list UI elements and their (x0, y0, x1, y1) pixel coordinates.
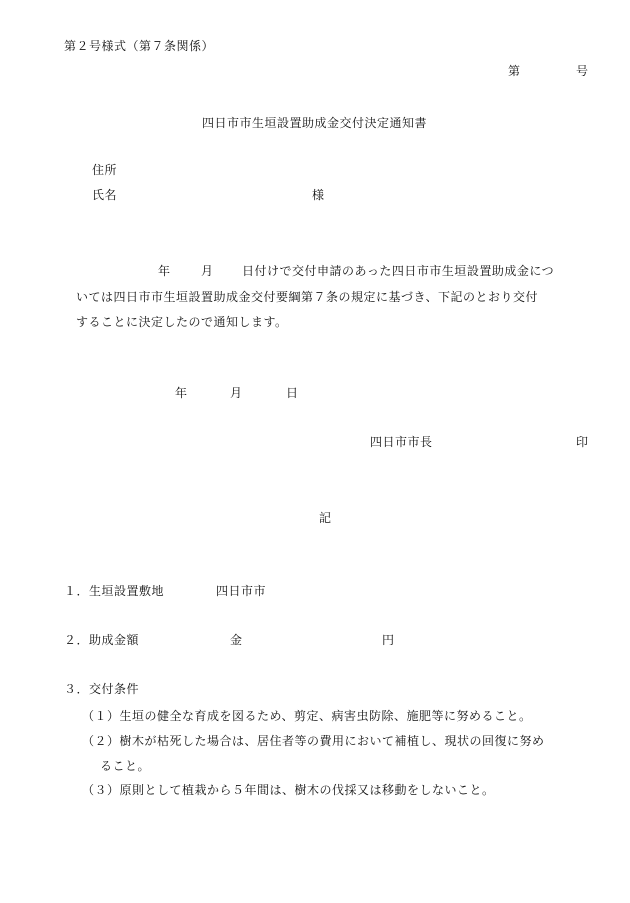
body-line-3: することに決定したので通知します。 (76, 315, 288, 329)
condition-3: （３）原則として植栽から５年間は、樹木の伐採又は移動をしないこと。 (82, 783, 495, 797)
condition-2-continued: ること。 (100, 759, 151, 773)
condition-2: （２）樹木が枯死した場合は、居住者等の費用において補植し、現状の回復に努め (82, 734, 545, 748)
ki-heading: 記 (319, 511, 332, 525)
date-day: 日 (286, 386, 299, 400)
site-label: １．生垣設置敷地 (64, 584, 165, 598)
doc-number-prefix: 第 (508, 64, 521, 78)
body-line-2: いては四日市市生垣設置助成金交付要綱第７条の規定に基づき、下記のとおり交付 (76, 290, 539, 304)
doc-number-suffix: 号 (576, 64, 589, 78)
form-label: 第２号様式（第７条関係） (64, 39, 215, 53)
name-label: 氏名 (92, 188, 118, 202)
document-title: 四日市市生垣設置助成金交付決定通知書 (202, 116, 428, 130)
body-line-1: 日付けで交付申請のあった四日市市生垣設置助成金につ (242, 264, 555, 278)
amount-prefix: 金 (230, 633, 243, 647)
date-month: 月 (230, 386, 243, 400)
seal-mark: 印 (576, 435, 589, 449)
amount-unit: 円 (382, 633, 395, 647)
body-year: 年 (158, 264, 171, 278)
address-label: 住所 (92, 163, 118, 177)
honorific: 様 (312, 188, 325, 202)
amount-label: ２．助成金額 (64, 633, 140, 647)
date-year: 年 (175, 386, 188, 400)
condition-1: （１）生垣の健全な育成を図るため、剪定、病害虫防除、施肥等に努めること。 (82, 709, 532, 723)
body-month: 月 (201, 264, 214, 278)
issuer-name: 四日市市長 (370, 435, 433, 449)
conditions-label: ３．交付条件 (64, 682, 140, 696)
site-value: 四日市市 (216, 584, 267, 598)
